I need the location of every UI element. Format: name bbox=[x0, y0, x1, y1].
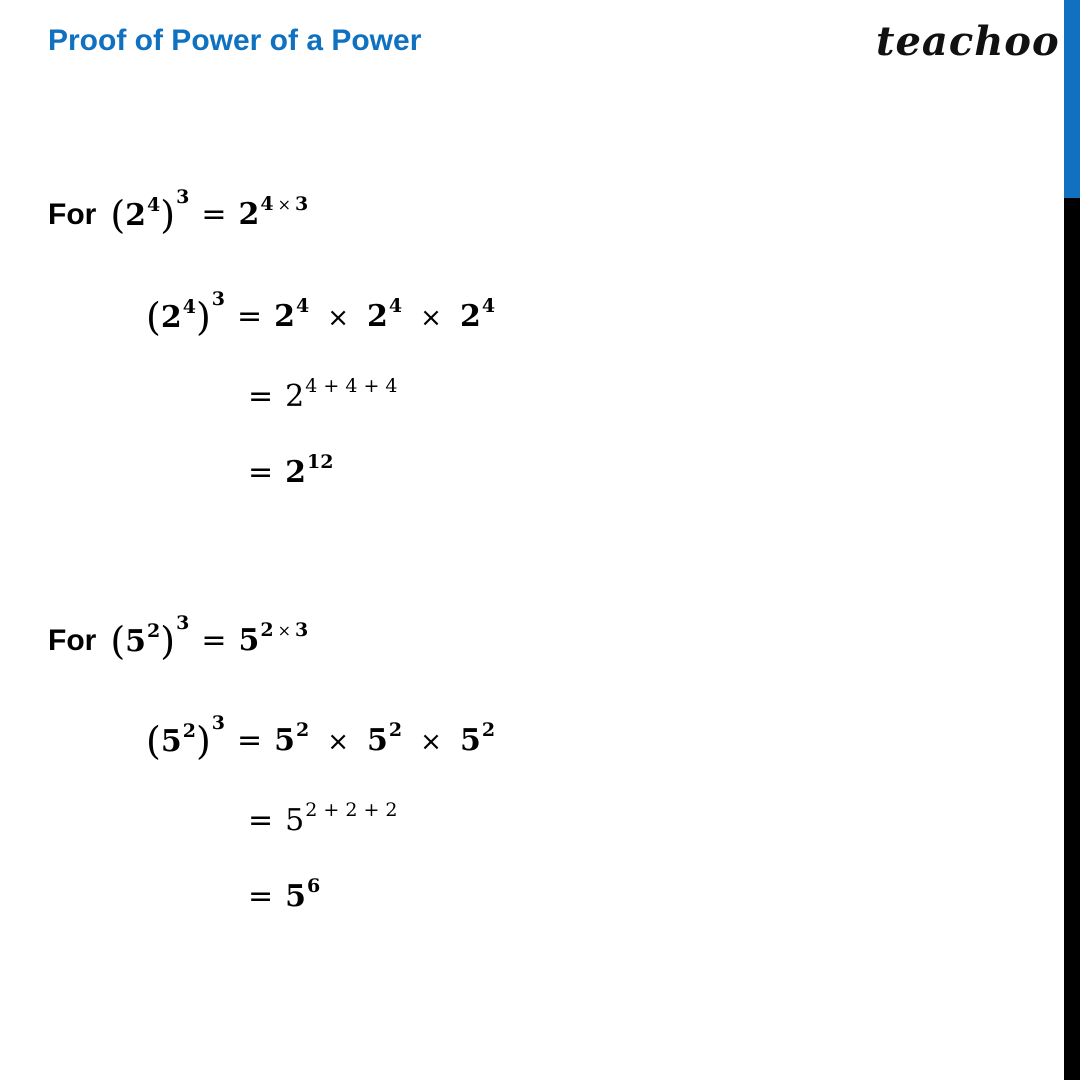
power-of-power-expression: $(5^2)^3$ bbox=[146, 712, 225, 763]
example-2-step-2 bbox=[236, 799, 398, 838]
example-2-result bbox=[236, 875, 321, 914]
power-of-power-expression: $(2^4)^3$ bbox=[110, 186, 190, 237]
equals-sign: = bbox=[237, 723, 263, 758]
for-label: For bbox=[48, 624, 97, 657]
repeated-product: $2^4 \times 2^4 \times 2^4$ bbox=[274, 295, 496, 334]
product-exponent-expression: $5^{2 \times 3}$ bbox=[238, 619, 309, 658]
scrollbar-thumb[interactable] bbox=[1064, 0, 1080, 198]
power-of-power-expression: $(2^4)^3$ bbox=[146, 288, 225, 339]
equals-sign: = bbox=[248, 455, 274, 490]
example-2-step-1 bbox=[146, 712, 496, 763]
example-2-statement bbox=[48, 612, 309, 663]
example-1-step-1 bbox=[146, 288, 496, 339]
power-of-power-expression: $(5^2)^3$ bbox=[110, 612, 190, 663]
page-title: Proof of Power of a Power bbox=[48, 24, 422, 57]
equals-sign: = bbox=[237, 299, 263, 334]
equals-sign: = bbox=[201, 197, 227, 232]
equals-sign: = bbox=[201, 623, 227, 658]
for-label: For bbox=[48, 198, 97, 231]
repeated-product: $5^2 \times 5^2 \times 5^2$ bbox=[274, 719, 496, 758]
example-1-statement bbox=[48, 186, 309, 237]
equals-sign: = bbox=[248, 379, 274, 414]
teachoo-logo: teachoo bbox=[876, 18, 1060, 65]
product-exponent-expression: $2^{4 \times 3}$ bbox=[238, 193, 309, 232]
sum-exponent-expression: $5^{2 + 2 + 2}$ bbox=[285, 799, 398, 838]
result-expression: $5^6$ bbox=[285, 875, 321, 914]
equals-sign: = bbox=[248, 879, 274, 914]
sum-exponent-expression: $2^{4 + 4 + 4}$ bbox=[285, 375, 398, 414]
equals-sign: = bbox=[248, 803, 274, 838]
example-1-result bbox=[236, 451, 334, 490]
result-expression: $2^{12}$ bbox=[285, 451, 334, 490]
example-1-step-2 bbox=[236, 375, 398, 414]
